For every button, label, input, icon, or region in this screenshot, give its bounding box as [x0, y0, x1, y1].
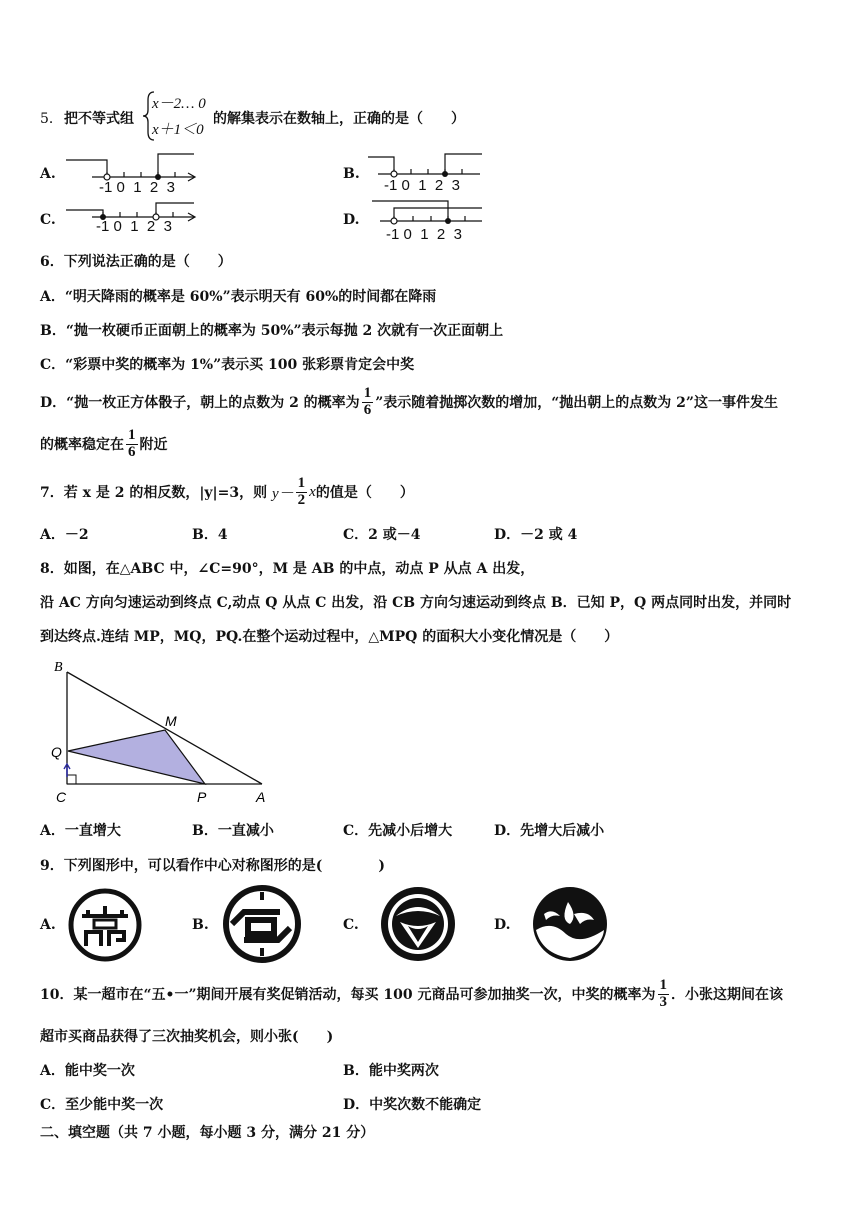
q5-c-ticks: -1 0 1 2 3 — [96, 218, 172, 235]
q8-triangle-figure — [40, 655, 280, 810]
q6-option-d-line1: D．“抛一枚正方体骰子，朝上的点数为 2 的概率为 $\frac{1}{6}$ ”表示随着抛掷次数的增加，“抛出朝上的点数为 2”这一事件发生 — [40, 385, 778, 418]
q6-fraction-2: $\frac{1}{6}$ — [128, 427, 136, 460]
q8-label-p: P — [197, 789, 207, 805]
q7-option-b: B．4 — [192, 527, 228, 543]
q9-stem: 9．下列图形中，可以看作中心对称图形的是( ) — [40, 858, 385, 874]
q6-option-c: C．“彩票中奖的概率为 1%”表示买 100 张彩票肯定会中奖 — [40, 357, 415, 373]
q6-option-a: A．“明天降雨的概率是 60%”表示明天有 60%的时间都在降雨 — [40, 289, 437, 305]
q9-emblem-b — [222, 884, 302, 964]
q8-label-c: C — [56, 789, 67, 805]
q9-option-c-label: C. — [343, 917, 359, 933]
q5-inequality-2: x＋1＜0 — [152, 122, 204, 138]
q8-option-b: B．一直减小 — [192, 823, 274, 839]
q5-a-ticks: -1 0 1 2 3 — [99, 179, 175, 196]
q10-line-1: 10．某一超市在“五•一”期间开展有奖促销活动，每买 100 元商品可参加抽奖一次，中奖的概率为 $\frac{1}{3}$ ．小张这期间在该 — [40, 977, 784, 1010]
q5-number-line-d — [368, 196, 486, 228]
q5-number: 5． — [40, 111, 63, 127]
q5-option-d-label: D. — [343, 212, 360, 228]
q5-option-a-label: A. — [40, 166, 56, 182]
q7-fraction: $\frac{1}{2}$ — [297, 475, 306, 508]
q8-line-3: 到达终点.连结 MP，MQ，PQ.在整个运动过程中，△MPQ 的面积大小变化情况是（ ） — [40, 629, 619, 645]
q7-option-d: D．－2 或 4 — [494, 527, 578, 543]
q9-option-a-label: A. — [40, 917, 56, 933]
q5-b-ticks: -1 0 1 2 3 — [384, 177, 460, 194]
q10-option-a: A．能中奖一次 — [40, 1063, 135, 1079]
q10-fraction: $\frac{1}{3}$ — [659, 977, 668, 1010]
q6-option-b: B．“抛一枚硬币正面朝上的概率为 50%”表示每抛 2 次就有一次正面朝上 — [40, 323, 504, 339]
q6-option-d-line2: 的概率稳定在 $\frac{1}{6}$ 附近 — [40, 427, 168, 460]
q7-stem: 7．若 x 是 2 的相反数，|y|=3，则 y－ $\frac{1}{2}$ x 的值是（ ） — [40, 475, 414, 508]
q5-option-c-label: C. — [40, 212, 56, 228]
q10-line-2: 超市买商品获得了三次抽奖机会，则小张( ) — [40, 1029, 334, 1045]
q10-option-d: D．中奖次数不能确定 — [343, 1097, 482, 1113]
q9-emblem-c — [378, 884, 458, 964]
q5-option-b-label: B. — [343, 166, 360, 182]
q8-option-d: D．先增大后减小 — [494, 823, 605, 839]
q9-emblem-a — [68, 888, 142, 962]
section-2-heading: 二、填空题（共 7 小题，每小题 3 分，满分 21 分） — [40, 1125, 375, 1141]
q8-shaded-triangle-mpq — [68, 730, 205, 784]
q9-emblem-d — [530, 884, 610, 964]
q7-option-a: A．－2 — [40, 527, 89, 543]
q8-label-m: M — [165, 713, 177, 729]
q8-option-c: C．先减小后增大 — [343, 823, 453, 839]
q5-inequality-1: x－2… 0 — [152, 96, 206, 112]
q8-label-q: Q — [51, 744, 62, 760]
q8-option-a: A．一直增大 — [40, 823, 121, 839]
q10-option-c: C．至少能中奖一次 — [40, 1097, 164, 1113]
q6-fraction-1: $\frac{1}{6}$ — [363, 385, 372, 418]
q5-d-ticks: -1 0 1 2 3 — [386, 226, 462, 243]
q8-line-2: 沿 AC 方向匀速运动到终点 C,动点 Q 从点 C 出发，沿 CB 方向匀速运动到终点 B．已知 P，Q 两点同时出发，并同时 — [40, 595, 792, 611]
q5-stem-pre: 把不等式组 — [64, 111, 134, 127]
q9-option-b-label: B. — [192, 917, 209, 933]
q8-label-a: A — [256, 789, 266, 805]
q9-option-d-label: D. — [494, 917, 511, 933]
q5-stem-post: 的解集表示在数轴上，正确的是（ ） — [213, 111, 465, 127]
q7-option-c: C．2 或－4 — [343, 527, 421, 543]
q10-option-b: B．能中奖两次 — [343, 1063, 439, 1079]
q6-stem: 6．下列说法正确的是（ ） — [40, 254, 232, 270]
q8-label-b: B — [54, 660, 63, 675]
q8-line-1: 8．如图，在△ABC 中，∠C=90°，M 是 AB 的中点，动点 P 从点 A 出发， — [40, 561, 535, 577]
